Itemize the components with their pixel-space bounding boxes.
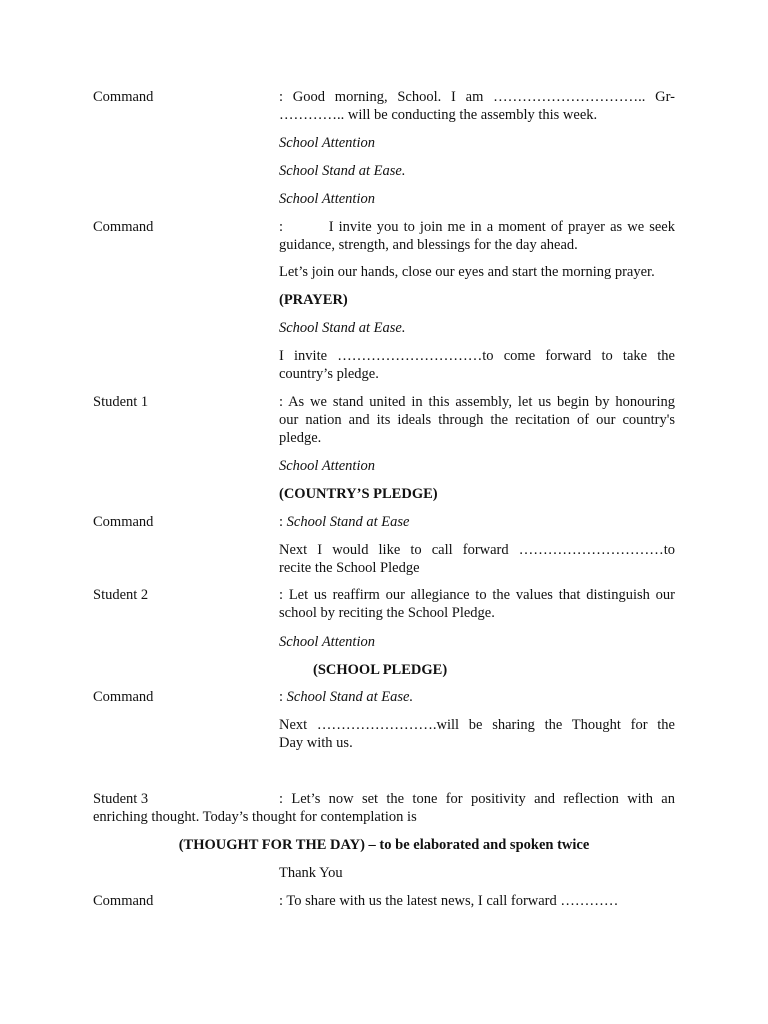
script-line: school by reciting the School Pledge.: [279, 605, 495, 621]
speaker-label: Command: [93, 689, 154, 705]
script-line: recite the School Pledge: [279, 560, 420, 576]
command-cue: School Attention: [279, 135, 375, 151]
colon-prefix: :: [279, 514, 287, 530]
script-line: Day with us.: [279, 735, 353, 751]
script-line: country’s pledge.: [279, 366, 379, 382]
script-line: : Let us reaffirm our allegiance to the values that distinguish our: [279, 587, 675, 603]
script-line: Next …………………….will be sharing the Thought for the: [279, 717, 675, 733]
section-heading: (PRAYER): [279, 292, 348, 308]
script-line: enriching thought. Today’s thought for contemplation is: [93, 809, 417, 825]
colon-prefix: :: [279, 689, 287, 705]
command-cue: School Stand at Ease.: [279, 320, 406, 336]
script-line: Let’s join our hands, close our eyes and start the morning prayer.: [279, 264, 655, 280]
command-cue: School Attention: [279, 634, 375, 650]
script-line: Next I would like to call forward …………………………to: [279, 542, 675, 558]
script-line: Thank You: [279, 865, 343, 881]
script-line: guidance, strength, and blessings for the day ahead.: [279, 237, 578, 253]
section-heading: (THOUGHT FOR THE DAY) – to be elaborated and spoken twice: [178, 837, 590, 853]
command-cue: School Attention: [279, 191, 375, 207]
script-line: : Good morning, School. I am ………………………….. Gr-: [279, 89, 675, 105]
section-heading: (SCHOOL PLEDGE): [313, 662, 448, 678]
script-line: : As we stand united in this assembly, let us begin by honouring: [279, 394, 675, 410]
command-cue: School Attention: [279, 458, 375, 474]
command-cue: School Stand at Ease.: [279, 163, 406, 179]
script-line: [279, 688, 675, 706]
speaker-label: Command: [93, 893, 154, 909]
command-cue: School Stand at Ease: [286, 514, 410, 530]
script-line: : To share with us the latest news, I call forward …………: [279, 893, 619, 909]
script-line: [279, 513, 675, 531]
script-line: our nation and its ideals through the recitation of our country's: [279, 412, 675, 428]
script-line: : I invite you to join me in a moment of prayer as we seek: [279, 219, 675, 235]
speaker-label: Command: [93, 89, 154, 105]
speaker-label: Student 2: [93, 587, 149, 603]
speaker-label: Student 3: [93, 791, 149, 807]
speaker-label: Command: [93, 219, 154, 235]
command-cue: School Stand at Ease.: [286, 689, 414, 705]
script-line: ………….. will be conducting the assembly this week.: [279, 107, 598, 123]
speaker-label: Command: [93, 514, 154, 530]
script-line: : Let’s now set the tone for positivity and reflection with an: [279, 791, 675, 807]
script-line: I invite …………………………to come forward to take the: [279, 348, 675, 364]
section-heading: (COUNTRY’S PLEDGE): [279, 486, 438, 502]
speaker-label: Student 1: [93, 394, 149, 410]
script-line: pledge.: [279, 430, 322, 446]
